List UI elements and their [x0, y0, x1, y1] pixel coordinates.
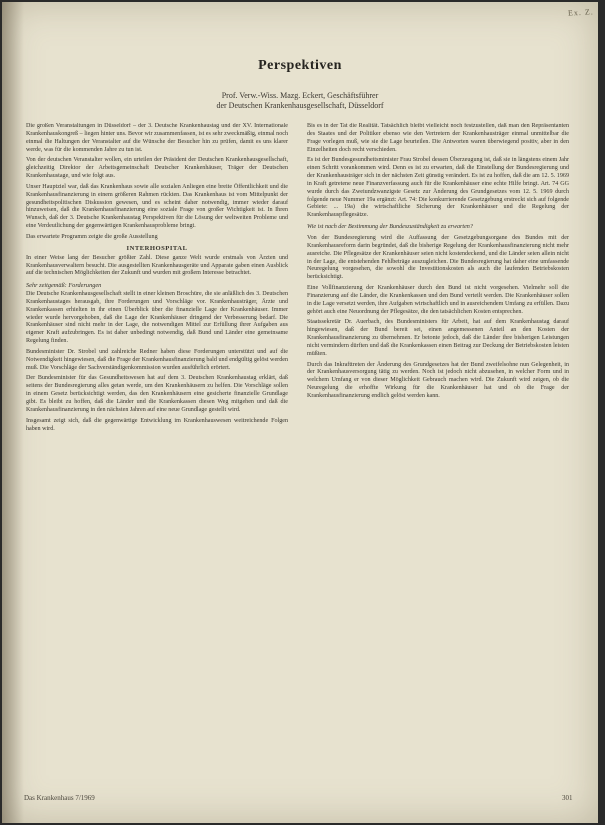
- article-title: Perspektiven: [258, 58, 342, 73]
- paragraph: Von der deutschen Veranstalter wollen, ein urteilen der Präsident der Deutschen Krankenhausgesellschaft, gleichzeitig Direktor der Arbeitsgemeinschaft Deutscher Krankenhäuser, Träger der Deutschen Krankenhaustage, und wie folgt aus.: [26, 157, 288, 180]
- journal-footer: Das Krankenhaus 7/1969: [24, 794, 95, 802]
- paragraph: Insgesamt zeigt sich, daß die gegenwärtige Entwicklung im Krankenhauswesen weitreichende Folgen haben wird.: [26, 417, 288, 432]
- paragraph: Staatssekretär Dr. Auerbach, des Bundesministers für Arbeit, hat auf dem Krankenhaustag darauf hingewiesen, daß der Bund bereit sei, einen angemessenen Anteil an den Kosten der Krankenhausfinanzierung zu übernehmen. Er betonte jedoch, daß die Länder ihre bisherigen Leistungen nicht vermindern dürften und daß die Krankenkassen einen Beitrag zur Deckung der Betriebskosten leisten müßten.: [307, 319, 569, 357]
- page-spine-shadow: [2, 2, 24, 823]
- paragraph: Eine Vollfinanzierung der Krankenhäuser durch den Bund ist nicht vorgesehen. Vielmehr soll die Finanzierung auf die Länder, die Krankenkassen und den Bund verteilt werden. Die Krankenhäuser sollen in die Lage versetzt werden, ihre Aufgaben wirtschaftlich und in ausreichendem Umfang zu erfüllen. Dazu gehört auch eine Neuordnung der Pflegesätze, die den tatsächlichen Kosten entsprechen.: [307, 285, 569, 315]
- author-line-2: der Deutschen Krankenhausgesellschaft, Düsseldorf: [216, 101, 384, 110]
- corner-handwritten-note: Ex. Z.: [568, 7, 595, 18]
- paragraph: Die Deutsche Krankenhausgesellschaft stellt in einer kleinen Broschüre, die sie anläßlich des 3. Deutschen Krankenhaustages herausgab, ihre Forderungen und Vorschläge vor. Krankenhausträger, Ärzte und Krankenkassen erhielten in ihr einen Überblick über die finanzielle Lage der Krankenhäuser. Immer wieder wurde hervorgehoben, daß die Lage der Krankenhäuser dringend der Verbesserung bedarf. Die Krankenhäuser sind nicht mehr in der Lage, die notwendigen Mittel zur Erfüllung ihrer Aufgaben aus eigener Kraft aufzubringen. Es ist daher unbedingt notwendig, daß Bund und Länder eine gemeinsame Regelung finden.: [26, 291, 288, 345]
- paragraph: Bundesminister Dr. Strobel und zahlreiche Redner haben diese Forderungen unterstützt und auf die Notwendigkeit hingewiesen, daß die Frage der Krankenhausfinanzierung bald und endgültig gelöst werden muß. Die Vorschläge der Sachverständigenkommission wurden ausführlich erörtert.: [26, 348, 288, 371]
- section-heading-interhospital: INTERHOSPITAL: [126, 244, 188, 252]
- left-column: [26, 123, 288, 787]
- author-block: [2, 91, 598, 111]
- question-subheading: Wie ist nach der Bestimmung der Bundeszuständigkeit zu erwarten?: [307, 224, 473, 231]
- journal-page: [2, 2, 598, 823]
- author-line-1: Prof. Verw.-Wiss. Mazg. Eckert, Geschäftsführer: [221, 91, 379, 100]
- page-number: 301: [562, 794, 573, 802]
- paragraph: Unser Hauptziel war, daß das Krankenhaus sowie alle sozialen Anliegen eine breite Öffentlichkeit und die Krankenhausfinanzierung in einem größeren Rahmen rückten. Das Krankenhaus ist vom Mittelpunkt der gesundheitspolitischen Diskussion gewesen, und es scheint daher notwendig, immer wieder darauf hinzuweisen, daß die Krankenhausfinanzierung eine soziale Frage von großer Wichtigkeit ist. In Ihren Wunsch, daß der 3. Deutsche Krankenhaustag Perspektiven für die Lösung der weltweiten Probleme und eine Verdeutlichung der gegenwärtigen Krankenhausprobleme bringt.: [26, 183, 288, 230]
- paragraph: In einer Weise lang der Besucher größter Zahl. Diese ganze Welt wurde erstmals von Ärzten und Krankenhausverwaltern besucht. Die ausgestellten Krankenhausgeräte und Apparate gaben einen Ausblick auf die technischen Möglichkeiten der Zukunft und wurden mit großem Interesse betrachtet.: [26, 254, 288, 277]
- paragraph: Bis es in der Tat die Realität. Tatsächlich bleibt vielleicht noch festzustellen, daß man den Repräsentanten des Staates und der Politiker ebenso wie den Vertretern der Krankenhausträger einmal unmittelbar die Frage vorlegen muß, wie sie die Lage beurteilen. Die Antworten waren überwiegend positiv, aber in den Einzelheiten doch recht verschieden.: [307, 123, 569, 153]
- paragraph: Es ist der Bundesgesundheitsminister Frau Strobel dessen Überzeugung ist, daß sie in längstens einem Jahr einen Schritt vorankommen wird. Denn es ist zu erwarten, daß die Einstellung der Bundesregierung und der Krankenhausträger sich in der nächsten Zeit günstig verändert. Es ist zu hoffen, daß die am 12. 5. 1969 in Kraft getretene neue Finanzverfassung auch für die Krankenhäuser eine echte Hilfe bringt. Art. 74 GG wurde durch das Zweiundzwanzigste Gesetz zur Änderung des Grundgesetzes vom 12. 5. 1969 durch folgende neue Nummer 19a ergänzt: Art. 74: Die konkurrierende Gesetzgebung erstreckt sich auf folgende Gebiete: ... 19a) die wirtschaftliche Sicherung der Krankenhäuser und die Regelung der Krankenhauspflegesätze.: [307, 157, 569, 219]
- paragraph: Das erwartete Programm zeigte die große Ausstellung: [26, 233, 158, 240]
- right-column: [307, 123, 569, 787]
- subheading-forderungen: Sehr zeitgemäß: Forderungen: [26, 282, 102, 290]
- paragraph: Der Bundesminister für das Gesundheitswesen hat auf dem 3. Deutschen Krankenhaustag erklärt, daß seitens der Bundesregierung alles getan werde, um den Krankenhäusern zu helfen. Die Vorschläge sollen in einem Gesetz berücksichtigt werden, das den Krankenhäusern eine gesicherte finanzielle Grundlage gibt. Es bleibt zu hoffen, daß die Länder und die Krankenkassen diesen Weg mitgehen und daß die Krankenhausfinanzierung in den nächsten Jahren auf eine neue Grundlage gestellt wird.: [26, 375, 288, 413]
- paragraph: Durch das Inkrafttreten der Änderung des Grundgesetzes hat der Bund zweifelsohne nun Gelegenheit, in der Krankenhausversorgung tätig zu werden. Noch ist jedoch nicht abzusehen, in welcher Form und in welchem Umfang er von dieser Möglichkeit Gebrauch machen wird. Die Zukunft wird zeigen, ob die Neuregelung die erhoffte Wirkung für die Krankenhäuser hat und ob die Frage der Krankenhausfinanzierung endlich gelöst werden kann.: [307, 361, 569, 399]
- paragraph: Von der Bundesregierung wird die Auffassung der Gesetzgebungsorgane des Bundes mit der Krankenhausreform darin begründet, daß die bisherige Regelung der Krankenhausfinanzierung nicht mehr ausreiche. Die Pflegesätze der Krankenhäuser seien nicht kostendeckend, und die Länder seien allein nicht in der Lage, die entstehenden Fehlbeträge auszugleichen. Die Bundesregierung hat daher eine umfassende Neuregelung vorgesehen, die sowohl die Investitionskosten als auch die laufenden Betriebskosten berücksichtigt.: [307, 234, 569, 281]
- paragraph: Die großen Veranstaltungen in Düsseldorf – der 3. Deutsche Krankenhaustag und der XV. Internationale Krankenhauskongreß – liegen hinter uns. Bevor wir zusammenfassen, ist es sehr zweckmäßig, einmal noch einmal die Haltungen der Veranstalter auf die Wünsche der Besucher hin zu prüfen, damit es uns klarer werde, was für die kommenden Jahre zu tun ist.: [26, 123, 288, 153]
